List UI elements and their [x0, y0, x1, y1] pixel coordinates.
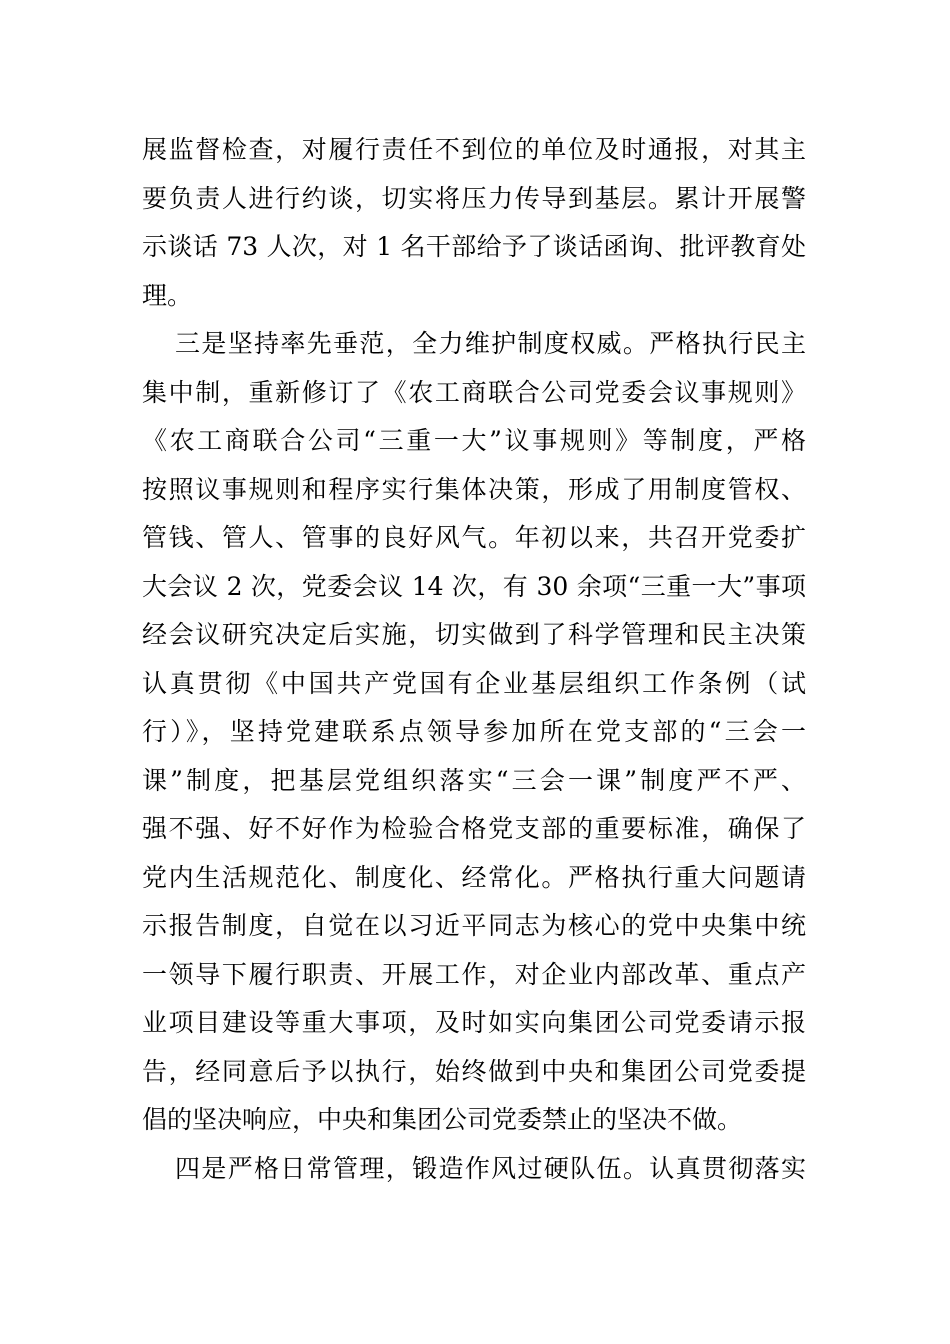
text-line: 经会议研究决定后实施，切实做到了科学管理和民主决策: [142, 620, 806, 649]
text-line: 展监督检查，对履行责任不到位的单位及时通报，对其主: [142, 135, 806, 164]
text-line: 认真贯彻《中国共产党国有企业基层组织工作条例（试: [142, 668, 806, 698]
text-line: 强不强、好不好作为检验合格党支部的重要标准，确保了: [142, 814, 806, 843]
text-line: 课”制度，把基层党组织落实“三会一课”制度严不严、: [142, 765, 806, 795]
text-line: 业项目建设等重大事项，及时如实向集团公司党委请示报: [142, 1008, 806, 1037]
body-text: [142, 126, 806, 1193]
text-line: 大会议 2 次，党委会议 14 次，有 30 余项“三重一大”事项: [142, 571, 806, 601]
text-line: 示报告制度，自觉在以习近平同志为核心的党中央集中统: [142, 911, 806, 940]
paragraph-start-line: 四是严格日常管理，锻造作风过硬队伍。认真贯彻落实: [175, 1153, 806, 1183]
text-line: 告，经同意后予以执行，始终做到中央和集团公司党委提: [142, 1056, 806, 1086]
text-line: 理。: [142, 280, 193, 310]
text-line: 管钱、管人、管事的良好风气。年初以来，共召开党委扩: [142, 523, 806, 552]
text-line: 要负责人进行约谈，切实将压力传导到基层。累计开展警: [142, 183, 806, 213]
text-line: 《农工商联合公司“三重一大”议事规则》等制度，严格: [142, 426, 806, 455]
text-line: 倡的坚决响应，中央和集团公司党委禁止的坚决不做。: [142, 1105, 743, 1134]
text-line: 行）》，坚持党建联系点领导参加所在党支部的“三会一: [142, 717, 806, 746]
text-line: 示谈话 73 人次，对 1 名干部给予了谈话函询、批评教育处: [142, 232, 806, 261]
text-line: 集中制，重新修订了《农工商联合公司党委会议事规则》: [142, 377, 806, 407]
text-line: 按照议事规则和程序实行集体决策，形成了用制度管权、: [142, 474, 806, 504]
paragraph-start-line: 三是坚持率先垂范，全力维护制度权威。严格执行民主: [175, 329, 806, 358]
text-line: 党内生活规范化、制度化、经常化。严格执行重大问题请: [142, 862, 806, 892]
text-line: 一领导下履行职责、开展工作，对企业内部改革、重点产: [142, 959, 806, 989]
